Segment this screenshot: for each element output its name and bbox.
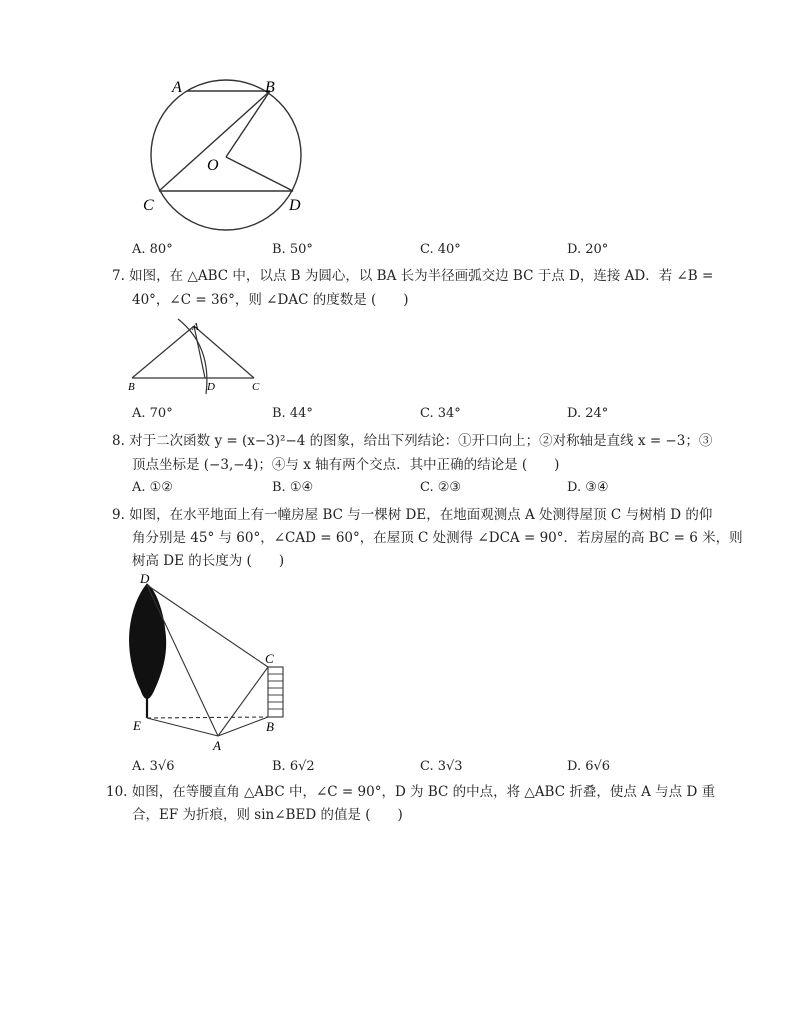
q7-option-d: D. 24° [567, 406, 609, 421]
q6-label-b: B [265, 79, 275, 96]
q8-option-b: B. ①④ [272, 480, 314, 495]
q7-label-b: B [128, 381, 135, 393]
q6-label-o: O [207, 157, 219, 174]
q8-stem-line1: 8. 对于二次函数 y = (x−3)²−4 的图象，给出下列结论：①开口向上；②对称轴是直线 x = −3；③ [112, 433, 713, 449]
q6-option-d: D. 20° [567, 242, 609, 257]
tree-icon [130, 584, 166, 699]
q9-stem-line2: 角分别是 45° 与 60°，∠CAD = 60°，在屋顶 C 处测得 ∠DCA = 90°．若房屋的高 BC = 6 米，则 [132, 530, 743, 546]
q9-label-e: E [133, 718, 141, 733]
q7-side-ba [132, 326, 194, 378]
q6-radius-od [226, 157, 293, 191]
q6-option-b: B. 50° [272, 242, 313, 257]
q10-stem-line1: 10. 如图，在等腰直角 △ABC 中，∠C = 90°，D 为 BC 的中点，将 △ABC 折叠，使点 A 与点 D 重 [106, 784, 716, 800]
q7-option-a: A. 70° [132, 406, 173, 421]
q7-option-c: C. 34° [420, 406, 461, 421]
q7-label-c: C [252, 381, 260, 393]
q7-triangle-figure [122, 316, 272, 396]
q9-option-d: D. 6√6 [567, 759, 611, 774]
q7-stem-line1: 7. 如图，在 △ABC 中，以点 B 为圆心，以 BA 长为半径画弧交边 BC 于点 D，连接 AD．若 ∠B = [112, 268, 714, 284]
q9-stem-line1: 9. 如图，在水平地面上有一幢房屋 BC 与一棵树 DE，在地面观测点 A 处测得屋顶 C 与树梢 D 的仰 [112, 507, 713, 523]
q9-label-d: D [140, 571, 150, 586]
q9-line-ca [218, 667, 268, 736]
q7-label-a: A [192, 321, 199, 333]
q9-option-a: A. 3√6 [132, 759, 175, 774]
q9-stem-line3: 树高 DE 的长度为 ( ) [132, 553, 285, 569]
q9-label-a: A [213, 738, 221, 753]
q7-label-d: D [207, 381, 215, 393]
q8-option-a: A. ①② [132, 480, 173, 495]
q9-label-c: C [265, 651, 274, 666]
q6-chord-bc [159, 91, 270, 191]
q9-label-b: B [266, 719, 274, 734]
q7-option-b: B. 44° [272, 406, 313, 421]
q9-option-b: B. 6√2 [272, 759, 315, 774]
q10-stem-line2: 合，EF 为折痕，则 sin∠BED 的值是 ( ) [132, 807, 403, 823]
q8-option-d: D. ③④ [567, 480, 609, 495]
q6-circle [151, 80, 301, 230]
q6-label-c: C [143, 197, 154, 214]
q9-house [268, 667, 283, 717]
q8-stem-line2: 顶点坐标是 (−3,−4)；④与 x 轴有两个交点．其中正确的结论是 ( ) [132, 457, 560, 473]
q6-option-a: A. 80° [132, 242, 173, 257]
q7-stem-line2: 40°，∠C = 36°，则 ∠DAC 的度数是 ( ) [132, 292, 409, 308]
q9-line-eb-dashed [147, 717, 268, 718]
q9-tree-house-figure [125, 570, 295, 755]
q6-label-a: A [172, 79, 182, 96]
q9-line-ea [147, 718, 218, 736]
q6-label-d: D [289, 197, 301, 214]
q6-circle-figure [135, 70, 315, 240]
q9-option-c: C. 3√3 [420, 759, 463, 774]
q8-option-c: C. ②③ [420, 480, 462, 495]
q6-option-c: C. 40° [420, 242, 461, 257]
